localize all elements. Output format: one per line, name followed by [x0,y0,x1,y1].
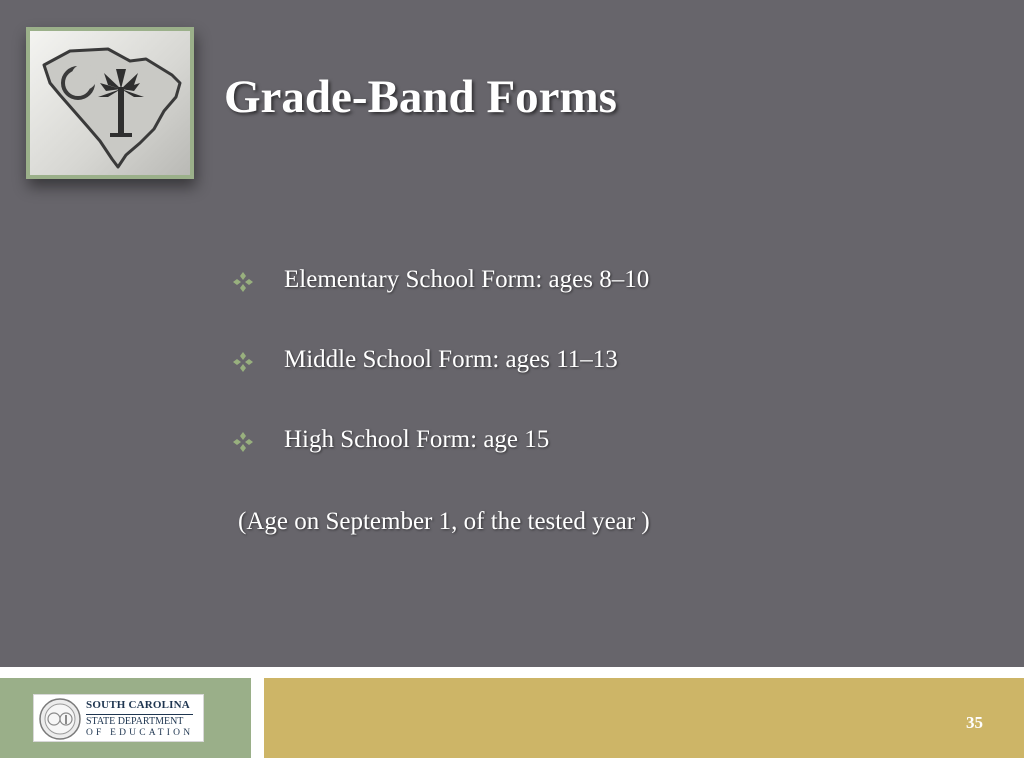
sc-state-logo [26,27,194,179]
bullet-list [232,262,972,502]
bullet-text: Middle School Form: ages 11–13 [284,346,618,373]
department-line-1: SOUTH CAROLINA [86,699,190,711]
four-diamond-bullet-icon [232,431,254,453]
department-line-3: OF EDUCATION [86,728,194,738]
four-diamond-bullet-icon [232,271,254,293]
south-carolina-map-icon [30,31,190,175]
department-line-2: STATE DEPARTMENT [86,714,193,727]
bullet-text: High School Form: age 15 [284,426,550,453]
age-note: (Age on September 1, of the tested year ) [238,508,650,535]
bullet-item [232,262,972,302]
state-seal-icon [39,698,81,740]
bullet-text: Elementary School Form: ages 8–10 [284,266,650,293]
four-diamond-bullet-icon [232,351,254,373]
slide-title: Grade-Band Forms [224,71,617,123]
bullet-item [232,422,972,462]
footer-bar [264,678,1024,758]
department-name [86,700,193,739]
bullet-item [232,342,972,382]
sc-department-of-education-logo [33,694,204,742]
page-number: 35 [966,713,983,732]
footer-logo-panel [0,678,251,758]
